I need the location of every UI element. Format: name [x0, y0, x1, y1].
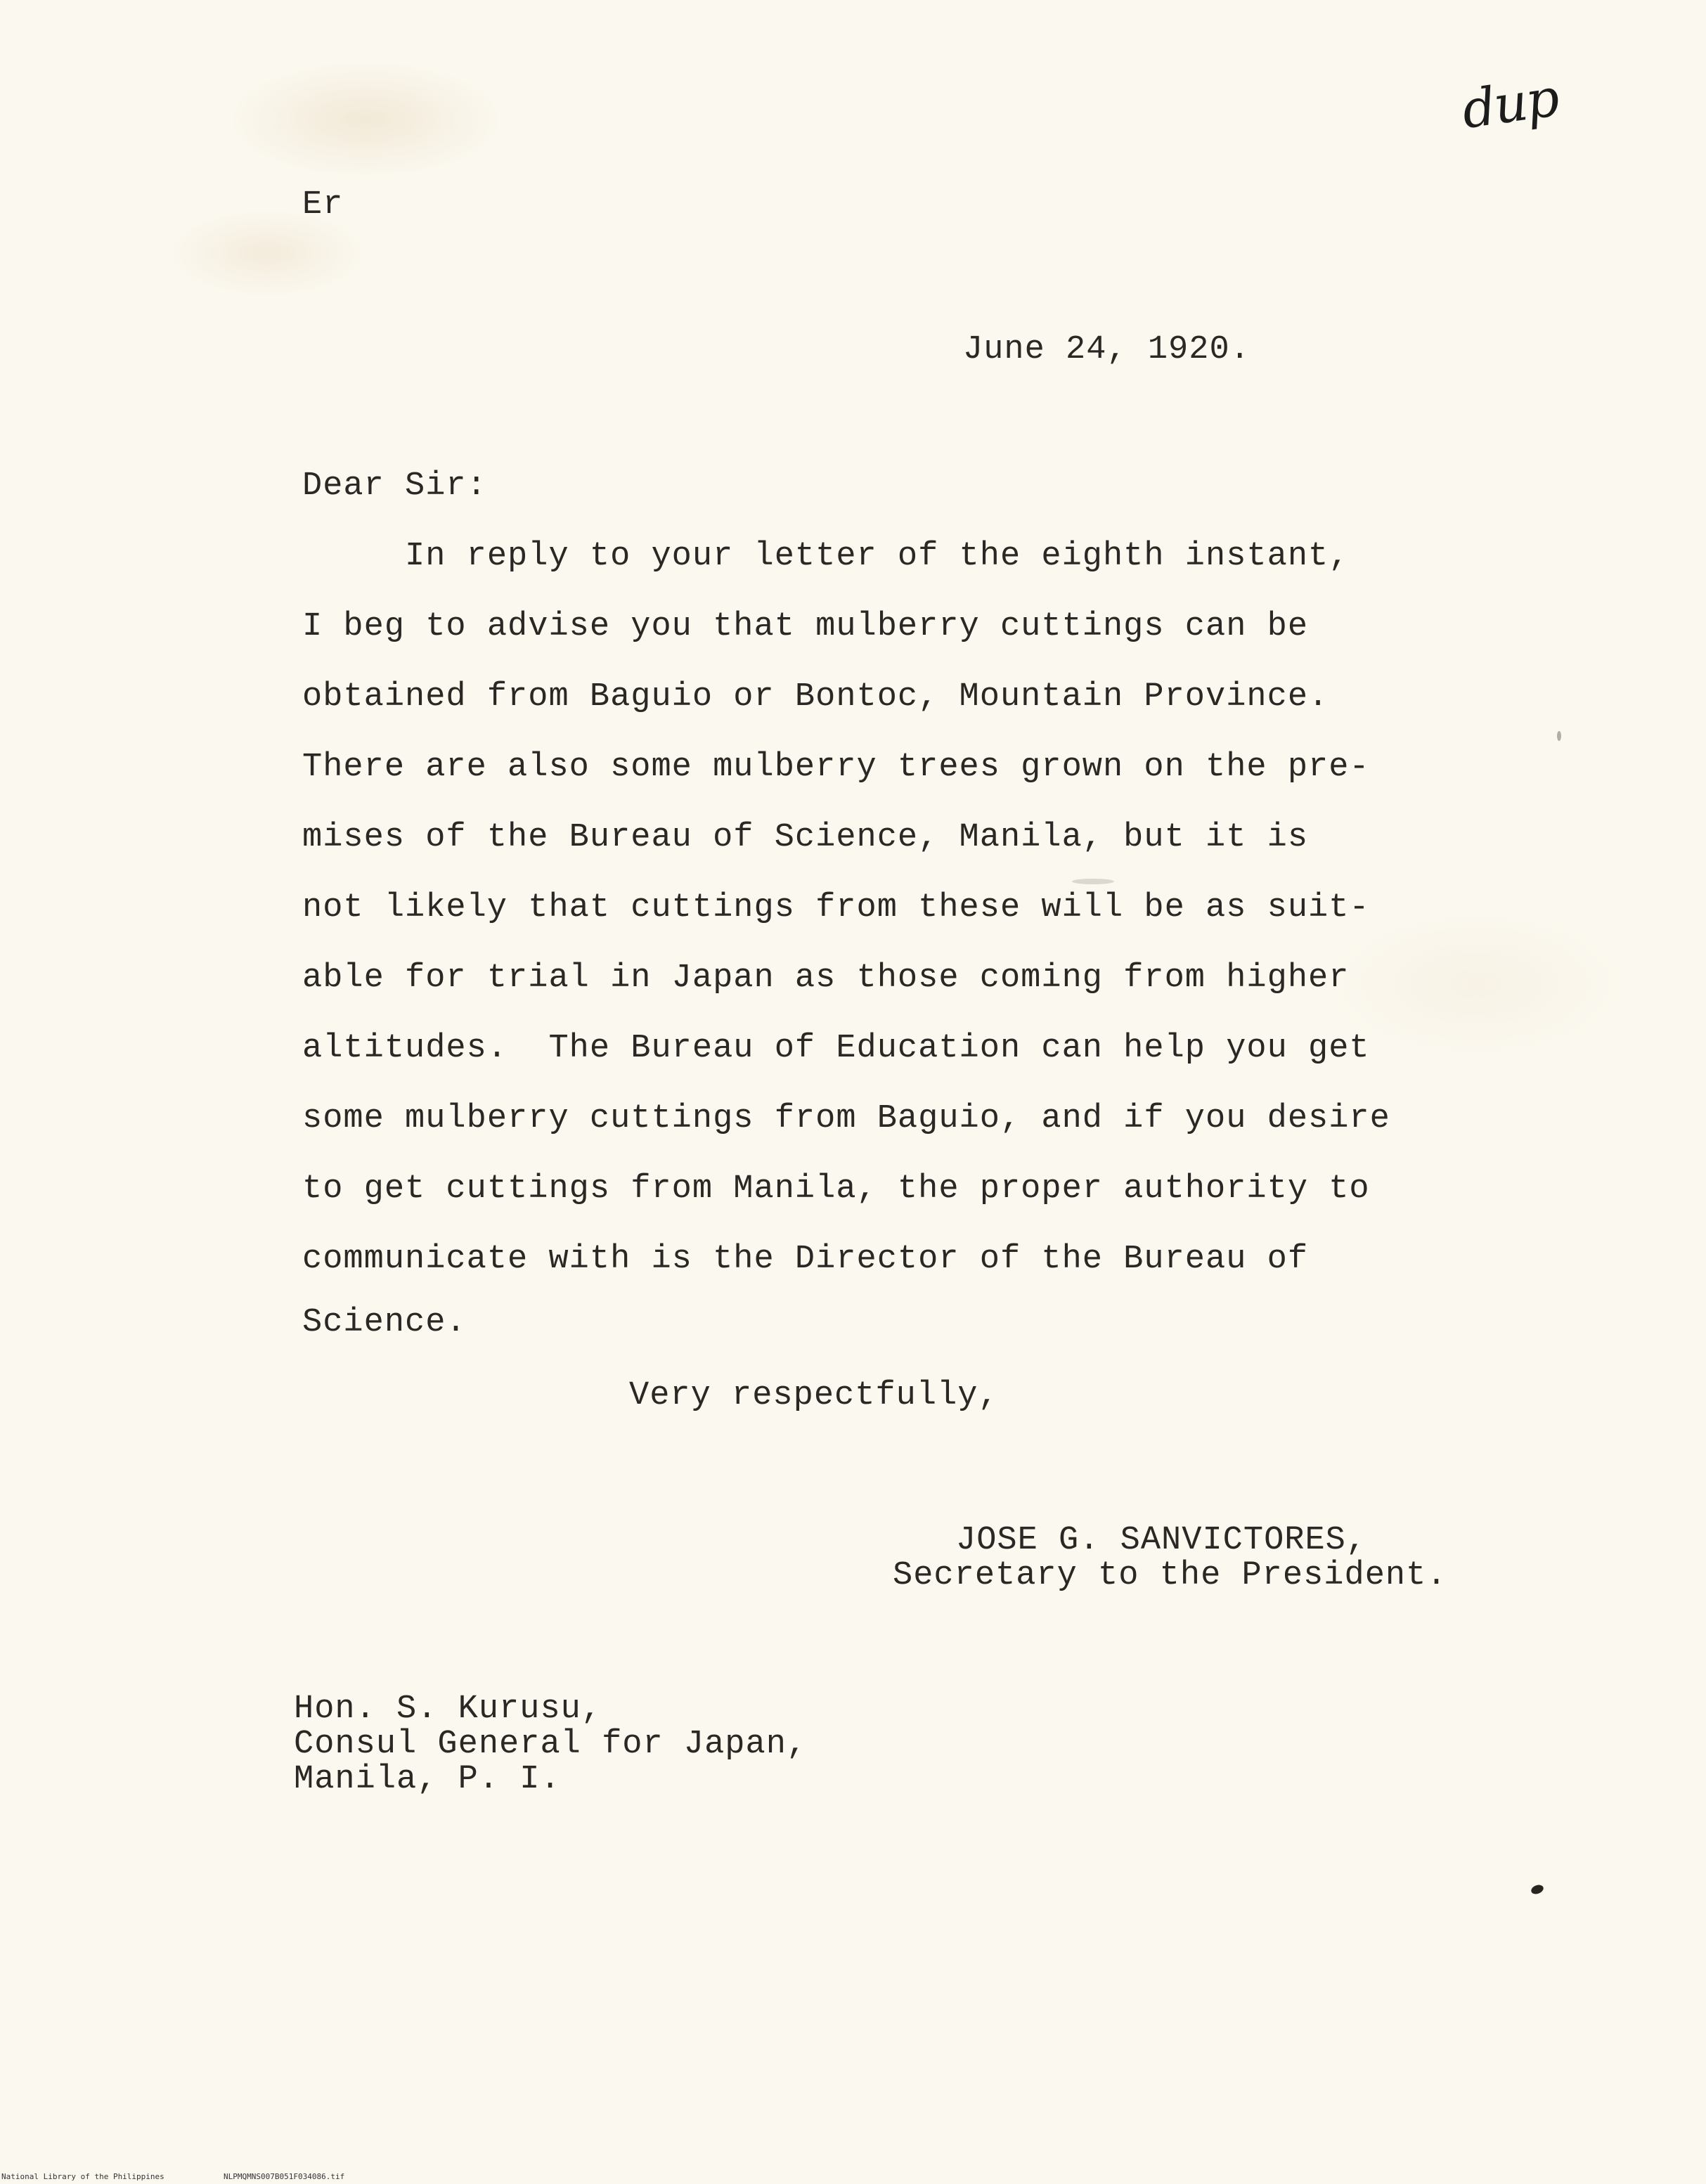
body-line: able for trial in Japan as those coming from higher [302, 959, 1350, 997]
body-line: obtained from Baguio or Bontoc, Mountain Province. [302, 678, 1329, 716]
ink-speck [1072, 879, 1114, 884]
salutation: Dear Sir: [302, 467, 487, 505]
signatory-title: Secretary to the President. [893, 1557, 1447, 1594]
body-line: Science. [302, 1304, 467, 1341]
body-line: communicate with is the Director of the Bureau of [302, 1241, 1309, 1278]
body-line: to get cuttings from Manila, the proper authority to [302, 1170, 1370, 1208]
closing: Very respectfully, [629, 1377, 999, 1414]
body-line: not likely that cuttings from these will be as suit- [302, 889, 1370, 926]
footer-file-id: NLPMQMNS007B051F034086.tif [224, 2172, 345, 2181]
ink-speck [1530, 1883, 1544, 1895]
signatory-name: JOSE G. SANVICTORES, [956, 1522, 1367, 1559]
addressee-line: Consul General for Japan, [294, 1726, 808, 1763]
body-line: altitudes. The Bureau of Education can help you get [302, 1030, 1370, 1067]
letter-date: June 24, 1920. [963, 331, 1251, 368]
footer-library: National Library of the Philippines [1, 2172, 164, 2181]
body-line: some mulberry cuttings from Baguio, and if you desire [302, 1100, 1390, 1137]
body-line: I beg to advise you that mulberry cuttings can be [302, 608, 1309, 645]
ink-speck [1557, 731, 1561, 741]
handwritten-note: dup [1458, 67, 1562, 141]
body-line: mises of the Bureau of Science, Manila, but it is [302, 819, 1309, 856]
body-line: In reply to your letter of the eighth instant, [302, 538, 1350, 575]
body-line: There are also some mulberry trees grown on the pre- [302, 749, 1370, 786]
margin-note: Er [302, 186, 344, 224]
addressee-line: Manila, P. I. [294, 1761, 561, 1798]
addressee-line: Hon. S. Kurusu, [294, 1691, 602, 1728]
